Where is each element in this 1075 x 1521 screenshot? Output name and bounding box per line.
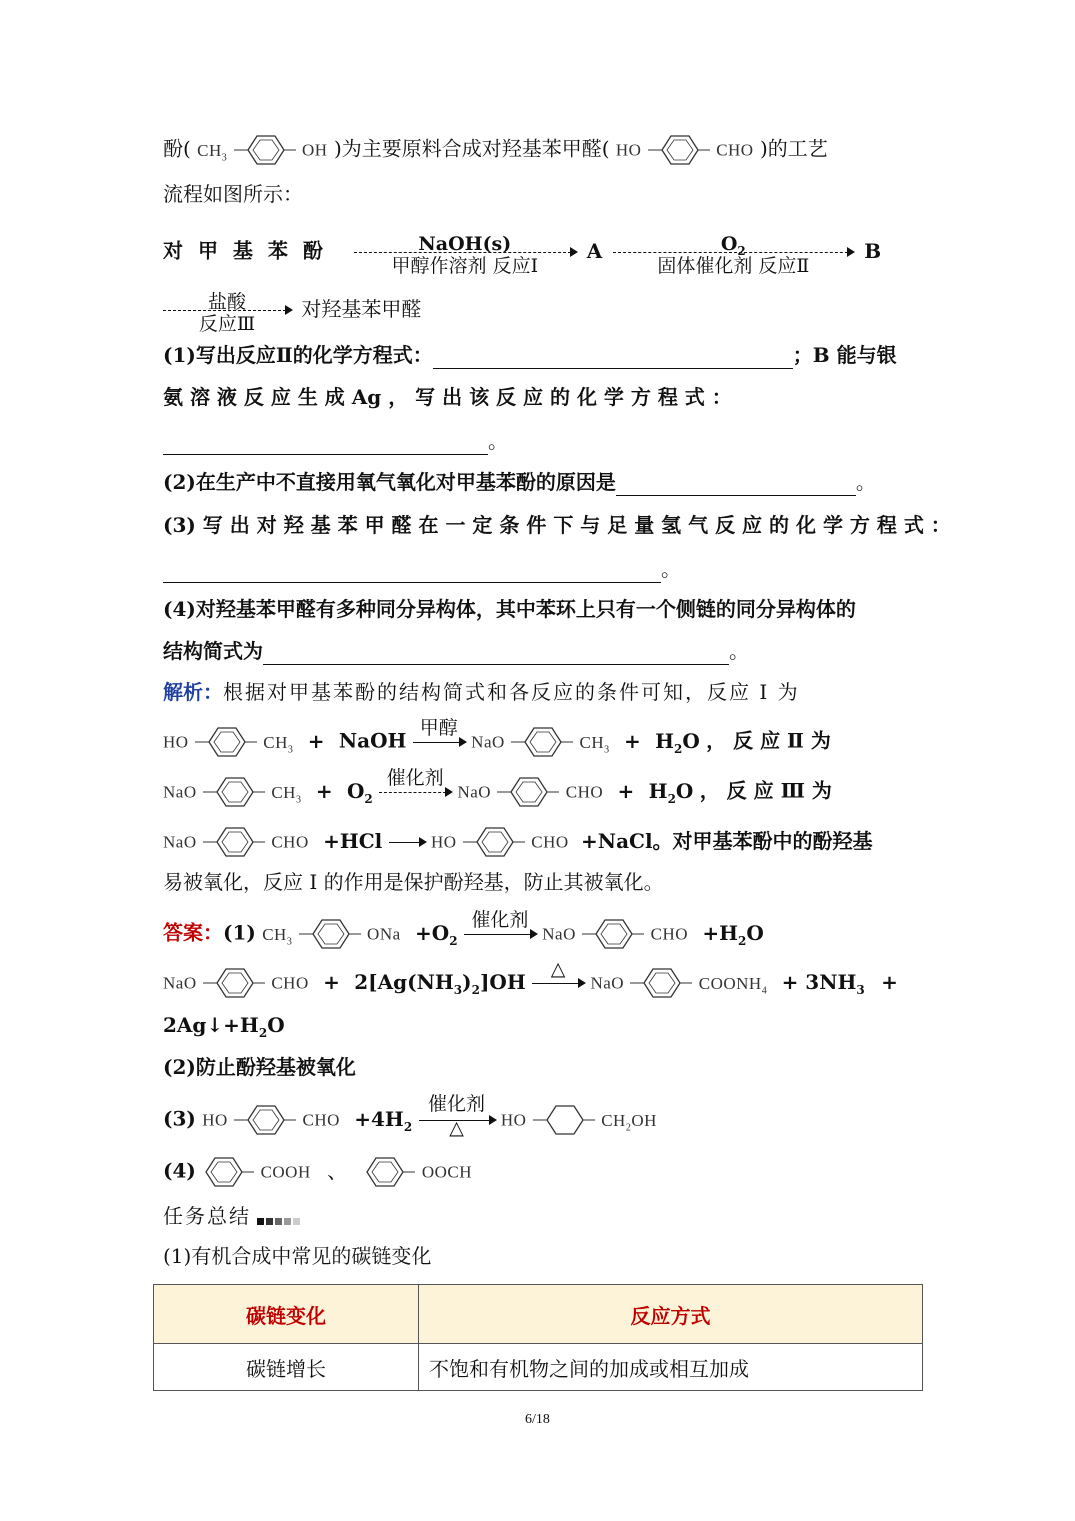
answer-line-1: 答案：(1) $CH_3$ ONa $+O_2$ 催化剂 NaO CHO $+H_2O$ [163, 914, 764, 956]
flow-intermediate-a: A [586, 238, 603, 263]
answer-blank[interactable] [163, 560, 661, 583]
benzene-ring-icon [630, 966, 692, 1000]
intro-line-2: 流程如图所示： [163, 182, 303, 206]
intro-text-2: )为主要原料合成对羟基苯甲醛( [333, 136, 610, 161]
answer-line-4: (2)防止酚羟基被氧化 [163, 1055, 356, 1079]
flow-line-1 [163, 232, 882, 277]
flow-intermediate-b: B [864, 238, 882, 263]
analysis-line-5: 易被氧化，反应 Ⅰ 的作用是保护酚羟基，防止其被氧化。 [163, 870, 664, 894]
question-1-line-2: 氨 溶 液 反 应 生 成 Ag ， 写 出 该 反 应 的 化 学 方 程 式 ： [163, 385, 732, 409]
arrow-reaction-1: NaOH(s) 甲醇作溶剂 反应Ⅰ [354, 232, 576, 272]
intro-line-1 [163, 133, 828, 172]
table-cell: 不饱和有机物之间的加成或相互加成 [419, 1344, 923, 1391]
benzene-ring-icon [234, 1103, 296, 1137]
question-1-line-1: (1)写出反应Ⅱ的化学方程式： ；B 能与银 [163, 343, 897, 367]
p-cresol-formula: $CH_3$ [197, 140, 228, 163]
answer-blank[interactable] [163, 432, 488, 455]
question-3-line-1: (3) 写 出 对 羟 基 苯 甲 醛 在 一 定 条 件 下 与 足 量 氢 气 反 应 的 化 学 方 程 式 ： [163, 513, 951, 537]
benzene-ring-icon [203, 775, 265, 809]
cyclohexane-ring-icon [533, 1103, 595, 1137]
flow-start: 对 甲 基 苯 酚 [163, 238, 327, 263]
table-cell: 碳链增长 [154, 1344, 419, 1391]
benzene-ring-icon [511, 725, 573, 759]
answer-line-6: (4) COOH 、 OOCH [163, 1155, 472, 1189]
answer-blank[interactable] [616, 473, 856, 496]
aldehyde-group: CHO [716, 140, 754, 160]
answer-blank[interactable] [263, 642, 729, 665]
table-header-cell: 反应方式 [419, 1285, 923, 1344]
benzene-ring-icon [203, 825, 265, 859]
arrow-heat: △ [532, 963, 584, 1003]
question-4-line-2: 结构简式为 。 [163, 639, 749, 663]
answer-line-5: (3) HO CHO $+4H_2$ 催化剂 △ HO $CH_2OH$ [163, 1093, 657, 1139]
intro-text-3: )的工艺 [759, 136, 828, 161]
benzene-ring-icon [202, 1155, 254, 1189]
analysis-line-2: HO $CH_3$ + NaOH 甲醇 NaO $CH_3 + H_2O$ ， 反 应 Ⅱ 为 [163, 722, 831, 764]
benzene-ring-icon [299, 917, 361, 951]
arrow-methanol: 甲醇 [413, 722, 465, 762]
answer-line-2: NaO CHO + $2[Ag(NH_3)_2]OH$ △ NaO $COONH_4 + 3NH_3$ + [163, 963, 898, 1005]
analysis-line-3: NaO $CH_3 + O_2$ 催化剂 NaO CHO + $H_2O$ ， 反 应 Ⅲ 为 [163, 772, 832, 814]
flow-line-2 [163, 290, 422, 335]
hydroxyl-group: OH [302, 140, 328, 160]
benzene-ring-icon [195, 725, 257, 759]
page-number: 6/18 [525, 1412, 550, 1427]
benzene-ring-icon [582, 917, 644, 951]
ho-group: HO [615, 140, 642, 160]
progress-squares-icon [257, 1204, 300, 1232]
answer-label: 答案： [163, 920, 223, 945]
answer-line-3: $2Ag↓+H_2O$ [163, 1013, 285, 1040]
table-header-row [154, 1285, 923, 1344]
question-1-line-3: 。 [163, 427, 508, 455]
benzene-ring-icon [234, 133, 296, 167]
arrow-reaction-3b [389, 822, 425, 862]
question-4-line-1: (4)对羟基苯甲醛有多种同分异构体，其中苯环上只有一个侧链的同分异构体的 [163, 597, 856, 621]
analysis-line-1: 解析：根据对甲基苯酚的结构简式和各反应的条件可知，反应 Ⅰ 为 [163, 680, 800, 704]
arrow-catalyst: 催化剂 [379, 772, 451, 812]
table-row [154, 1344, 923, 1391]
arrow-catalyst-heat: 催化剂 △ [419, 1100, 495, 1140]
benzene-ring-icon [203, 966, 265, 1000]
table-header-cell: 碳链变化 [154, 1285, 419, 1344]
benzene-ring-icon [648, 133, 710, 167]
arrow-catalyst: 催化剂 [464, 914, 536, 954]
analysis-line-4: NaO CHO +HCl HO CHO +NaCl。对甲基苯酚中的酚羟基 [163, 822, 873, 862]
arrow-reaction-2: $O_2$ 固体催化剂 反应Ⅱ [613, 232, 853, 272]
arrow-reaction-3: 盐酸 反应Ⅲ [163, 290, 291, 330]
intro-text-1: 酚( [163, 136, 191, 161]
summary-subtitle: (1)有机合成中常见的碳链变化 [163, 1244, 432, 1268]
question-3-line-2: 。 [163, 555, 681, 583]
carbon-chain-table [153, 1284, 923, 1391]
flow-product: 对羟基苯甲醛 [301, 296, 422, 321]
summary-title: 任务总结 [163, 1202, 300, 1232]
question-2: (2)在生产中不直接用氧气氧化对甲基苯酚的原因是 。 [163, 470, 876, 494]
benzene-ring-icon [463, 825, 525, 859]
benzene-ring-icon [497, 775, 559, 809]
analysis-label: 解析： [163, 680, 223, 704]
benzene-ring-icon [363, 1155, 415, 1189]
